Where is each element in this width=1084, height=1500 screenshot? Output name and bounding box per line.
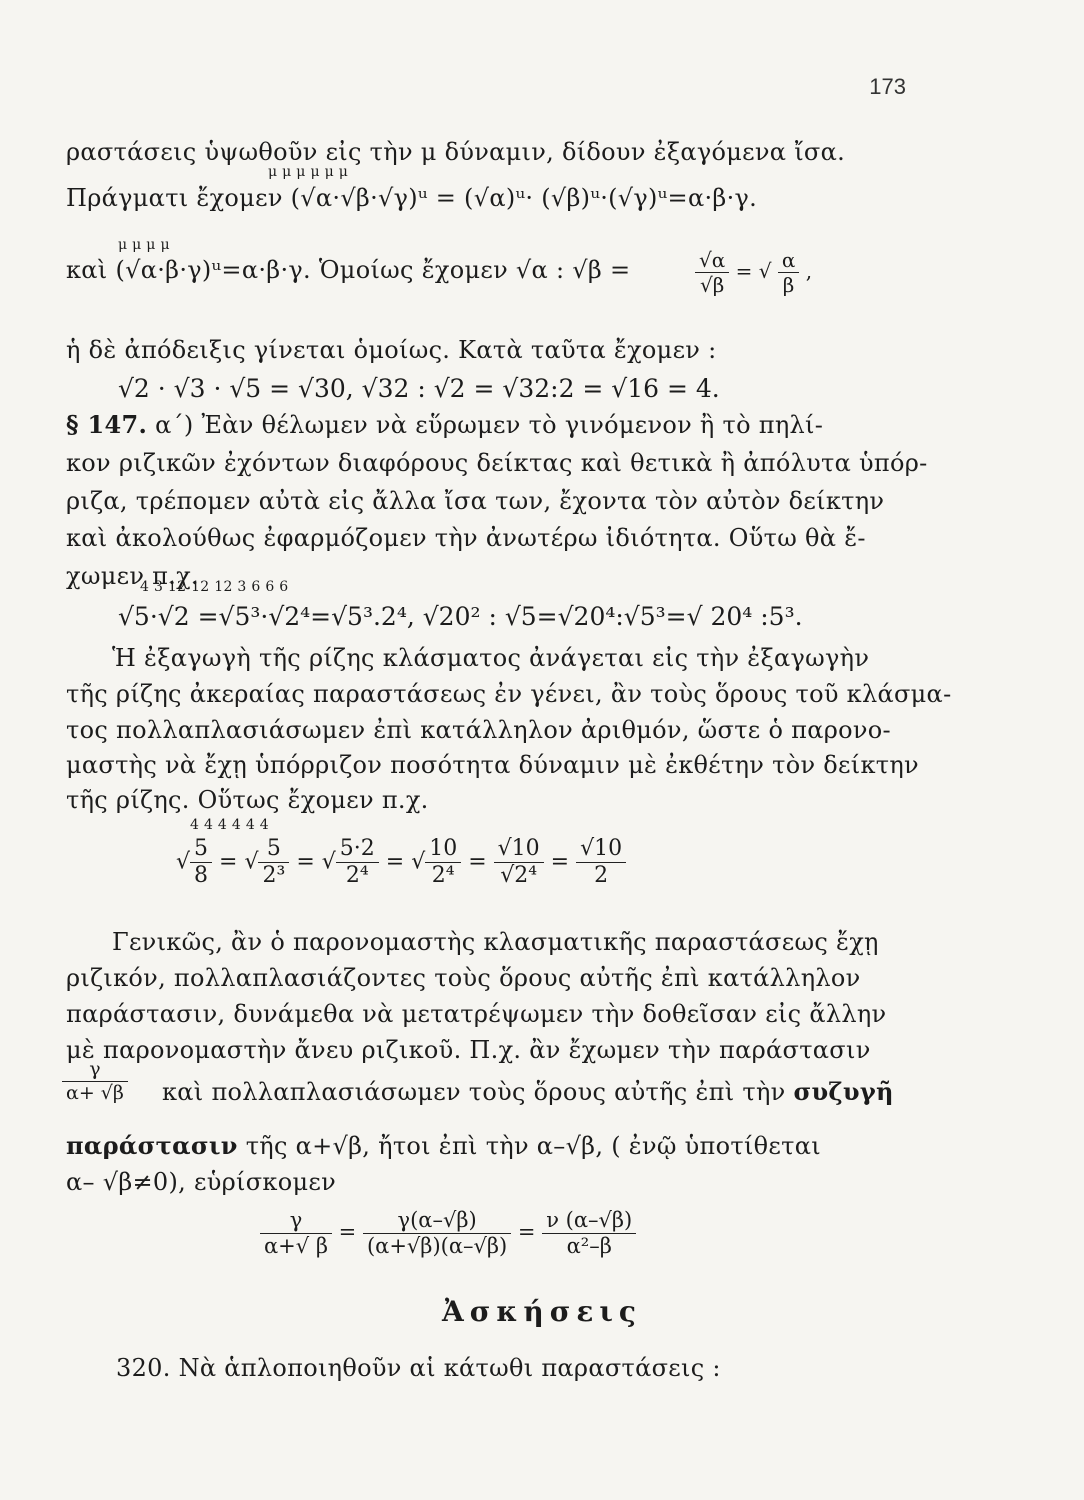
fraction-denominator: 8 bbox=[194, 863, 209, 888]
fraction-numerator: γ bbox=[260, 1210, 332, 1234]
text-line: τος πολλαπλασιάσωμεν ἐπὶ κατάλληλον ἀριθμόν, ὥστε ὁ παρονο- bbox=[66, 716, 891, 744]
equation-line: √5·√2 =√5³·√2⁴=√5³.2⁴, √20² : √5=√20⁴:√5³=√ 20⁴ :5³. bbox=[118, 602, 803, 631]
fraction-denominator: (α+√β)(α–√β) bbox=[366, 1234, 508, 1258]
exponent-row: μ μ μ μ μ μ bbox=[268, 164, 349, 180]
text-line: Γενικῶς, ἂν ὁ παρονομαστὴς κλασματικῆς παραστάσεως ἔχῃ bbox=[112, 928, 879, 956]
text-line: καὶ πολλαπλασιάσωμεν τοὺς ὅρους αὐτῆς ἐπὶ τὴν bbox=[162, 1078, 786, 1106]
fraction-numerator: √10 bbox=[576, 838, 626, 863]
fraction-denominator: √2⁴ bbox=[500, 863, 538, 888]
fraction-numerator: √10 bbox=[494, 838, 544, 863]
fraction-numerator: γ bbox=[62, 1060, 128, 1082]
fraction-numerator: 5 bbox=[190, 838, 212, 863]
fraction-denominator: 2⁴ bbox=[345, 863, 369, 888]
fraction-numerator: 5·2 bbox=[336, 838, 379, 863]
fraction-denominator: β bbox=[782, 273, 795, 297]
fraction-root-ratio: $\frac{√\alpha}{√\beta}$ = √ $\frac{\alpha}{\beta}$ , bbox=[695, 250, 812, 295]
fraction-numerator: 10 bbox=[425, 838, 461, 863]
fraction-denominator: α+ √β bbox=[66, 1082, 124, 1104]
text-line: καὶ ἀκολούθως ἐφαρμόζομεν τὴν ἀνωτέρω ἰδιότητα. Οὕτω θὰ ἔ- bbox=[66, 524, 866, 552]
fraction-denominator: √β bbox=[699, 273, 725, 297]
fraction-denominator: 2⁴ bbox=[431, 863, 455, 888]
fraction-chain: √ $\frac{5}{8}$ = √ $\frac{5}{\text{2³}}$ = √ $\frac{5\cdot 2}{\text{2⁴}}$ = √ $\frac{10}{\text{2⁴}}$ = $\frac{√10}{\text{√2⁴}}$ = $\frac{√10}{2}$ bbox=[176, 838, 626, 887]
text-line: τῆς α+√β, ἤτοι ἐπὶ τὴν α–√β, ( ἐνῷ ὑποτίθεται bbox=[245, 1132, 821, 1160]
fraction-numerator: ν (α–√β) bbox=[542, 1210, 636, 1234]
text-line: Πράγματι ἔχομεν (√α·√β·√γ)ᵘ = (√α)ᵘ· (√β)ᵘ·(√γ)ᵘ=α·β·γ. bbox=[66, 184, 758, 212]
text-line: Ἡ ἐξαγωγὴ τῆς ρίζης κλάσματος ἀνάγεται εἰς τὴν ἐξαγωγὴν bbox=[112, 644, 870, 672]
text-line: τῆς ρίζης. Οὕτως ἔχομεν π.χ. bbox=[66, 786, 429, 814]
text-line: τῆς ρίζης ἀκεραίας παραστάσεως ἐν γένει, ἂν τοὺς ὅρους τοῦ κλάσμα- bbox=[66, 680, 952, 708]
fraction-denominator: α²–β bbox=[566, 1234, 612, 1258]
text-line: ἡ δὲ ἀπόδειξις γίνεται ὁμοίως. Κατὰ ταῦτα ἔχομεν : bbox=[66, 336, 717, 364]
section-heading: Ἀσκήσεις bbox=[442, 1295, 642, 1328]
bold-term: παράστασιν bbox=[66, 1131, 238, 1160]
text-line: καὶ (√α·β·γ)ᵘ=α·β·γ. Ὁμοίως ἔχομεν √α : √β = bbox=[66, 256, 631, 284]
text-line: ριζικόν, πολλαπλασιάζοντες τοὺς ὅρους αὐτῆς ἐπὶ κατάλληλον bbox=[66, 964, 861, 992]
fraction-denominator: 2³ bbox=[262, 863, 286, 888]
fraction-denominator: 2 bbox=[594, 863, 609, 888]
exponent-row: μ μ μ μ bbox=[118, 237, 170, 253]
text-line: ριζα, τρέπομεν αὐτὰ εἰς ἄλλα ἴσα των, ἔχοντα τὸν αὐτὸν δείκτην bbox=[66, 487, 885, 515]
text-line: μὲ παρονομαστὴν ἄνευ ριζικοῦ. Π.χ. ἂν ἔχωμεν τὴν παράστασιν bbox=[66, 1036, 871, 1064]
text-line: μαστὴς νὰ ἔχῃ ὑπόρριζον ποσότητα δύναμιν μὲ ἐκθέτην τὸν δείκτην bbox=[66, 751, 919, 779]
page-number: 173 bbox=[869, 74, 906, 99]
text-line: α– √β≠0), εὑρίσκομεν bbox=[66, 1168, 336, 1196]
section-number: § 147. bbox=[66, 410, 148, 439]
exercise-line: 320. Νὰ ἁπλοποιηθοῦν αἱ κάτωθι παραστάσεις : bbox=[116, 1354, 721, 1382]
fraction-rationalization: $\frac{\gamma}{\alpha+√ \beta}$ = $\frac{\gamma(\alpha-√\beta)}{(\alpha+√\beta)(\alpha-√\beta)}$ = $\frac{\nu (\alpha-√\beta)}{\text{α²–β}}$ bbox=[260, 1210, 636, 1257]
fraction-denominator: α+√ β bbox=[264, 1234, 328, 1258]
index-row: 4 4 4 4 4 4 bbox=[190, 817, 269, 833]
text-line: ραστάσεις ὑψωθοῦν εἰς τὴν μ δύναμιν, δίδουν ἐξαγόμενα ἴσα. bbox=[66, 138, 846, 166]
text-line: α΄) Ἐὰν θέλωμεν νὰ εὕρωμεν τὸ γινόμενον ἢ τὸ πηλί- bbox=[147, 411, 824, 439]
bold-term: συζυγῆ bbox=[793, 1077, 894, 1106]
text-line: παράστασιν, δυνάμεθα νὰ μετατρέψωμεν τὴν δοθεῖσαν εἰς ἄλλην bbox=[66, 1000, 887, 1028]
fraction-numerator: γ(α–√β) bbox=[363, 1210, 511, 1234]
equation-line: √2 · √3 · √5 = √30, √32 : √2 = √32:2 = √16 = 4. bbox=[118, 374, 720, 403]
text-line: κον ριζικῶν ἐχόντων διαφόρους δείκτας καὶ θετικὰ ἢ ἀπόλυτα ὑπόρ- bbox=[66, 449, 928, 477]
index-row: 4 3 12 12 12 3 6 6 6 bbox=[140, 579, 289, 595]
fraction-numerator: 5 bbox=[258, 838, 289, 863]
fraction-gamma bbox=[62, 1060, 128, 1103]
fraction-numerator: α bbox=[778, 250, 800, 273]
fraction-numerator: √α bbox=[695, 250, 729, 273]
text-line: χωμεν π.χ. bbox=[66, 562, 199, 590]
